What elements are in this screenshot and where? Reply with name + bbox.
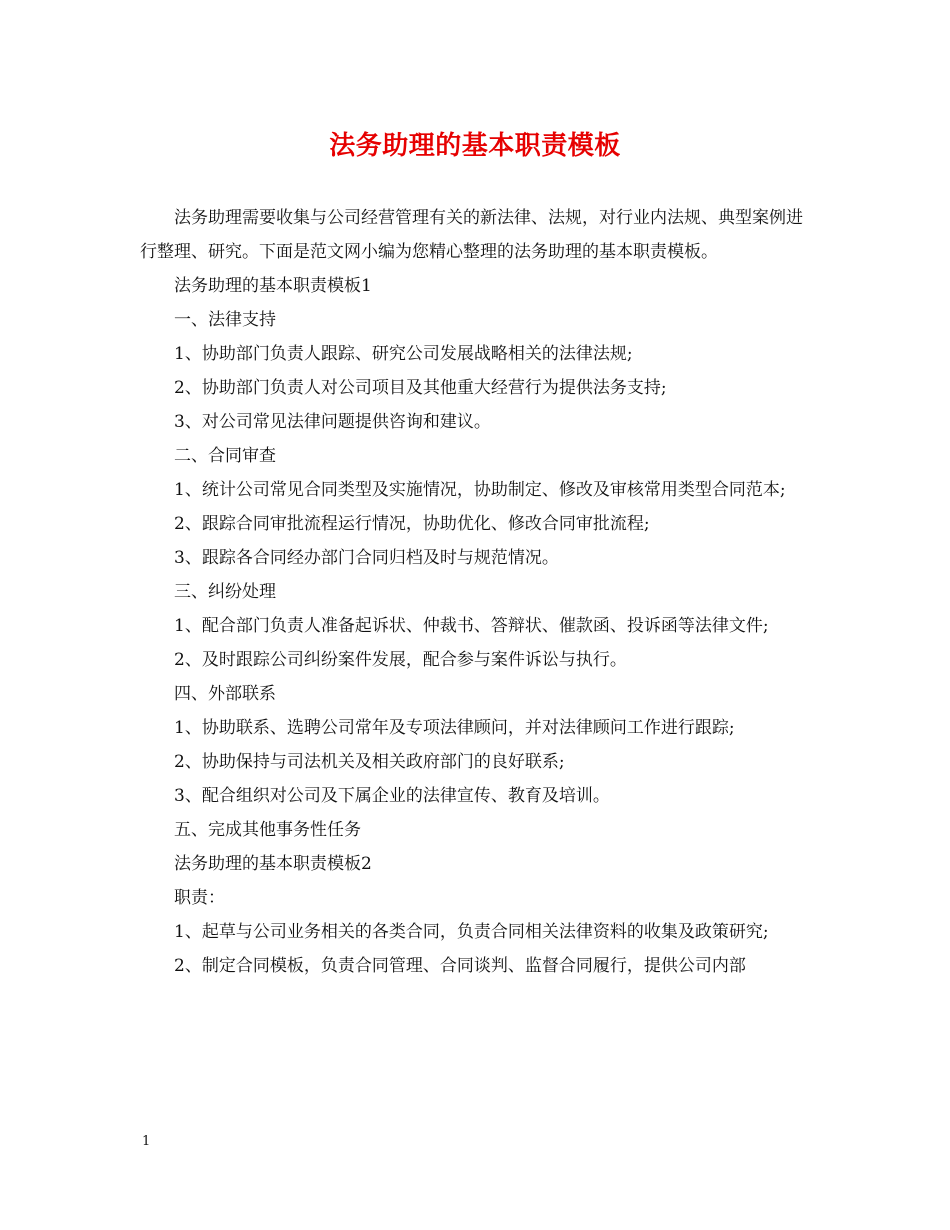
paragraph: 1、起草与公司业务相关的各类合同，负责合同相关法律资料的收集及政策研究; (174, 922, 769, 942)
paragraph: 2、协助保持与司法机关及相关政府部门的良好联系; (174, 752, 565, 772)
document-body (140, 201, 816, 983)
paragraph: 2、及时跟踪公司纠纷案件发展，配合参与案件诉讼与执行。 (174, 650, 627, 670)
paragraph: 三、纠纷处理 (174, 582, 276, 602)
paragraph: 1、协助部门负责人跟踪、研究公司发展战略相关的法律法规; (174, 344, 633, 364)
paragraph: 法务助理的基本职责模板2 (174, 854, 372, 874)
paragraph: 3、配合组织对公司及下属企业的法律宣传、教育及培训。 (174, 786, 610, 806)
paragraph: 1、协助联系、选聘公司常年及专项法律顾问，并对法律顾问工作进行跟踪; (174, 718, 735, 738)
paragraph: 2、制定合同模板，负责合同管理、合同谈判、监督合同履行，提供公司内部 (174, 956, 746, 976)
paragraph: 职责： (174, 888, 225, 908)
paragraph: 五、完成其他事务性任务 (174, 820, 361, 840)
paragraph: 2、跟踪合同审批流程运行情况，协助优化、修改合同审批流程; (174, 514, 650, 534)
paragraph: 法务助理需要收集与公司经营管理有关的新法律、法规，对行业内法规、典型案例进行整理、研究。下面是范文网小编为您精心整理的法务助理的基本职责模板。 (140, 208, 803, 262)
paragraph: 2、协助部门负责人对公司项目及其他重大经营行为提供法务支持; (174, 378, 667, 398)
paragraph: 二、合同审查 (174, 446, 276, 466)
paragraph: 一、法律支持 (174, 310, 276, 330)
paragraph: 法务助理的基本职责模板1 (174, 276, 372, 296)
paragraph: 1、统计公司常见合同类型及实施情况，协助制定、修改及审核常用类型合同范本; (174, 480, 786, 500)
paragraph: 1、配合部门负责人准备起诉状、仲裁书、答辩状、催款函、投诉函等法律文件; (174, 616, 769, 636)
page-number: 1 (142, 1134, 151, 1149)
document-title: 法务助理的基本职责模板 (329, 131, 621, 161)
paragraph: 3、对公司常见法律问题提供咨询和建议。 (174, 412, 491, 432)
paragraph: 四、外部联系 (174, 684, 276, 704)
paragraph: 3、跟踪各合同经办部门合同归档及时与规范情况。 (174, 548, 559, 568)
